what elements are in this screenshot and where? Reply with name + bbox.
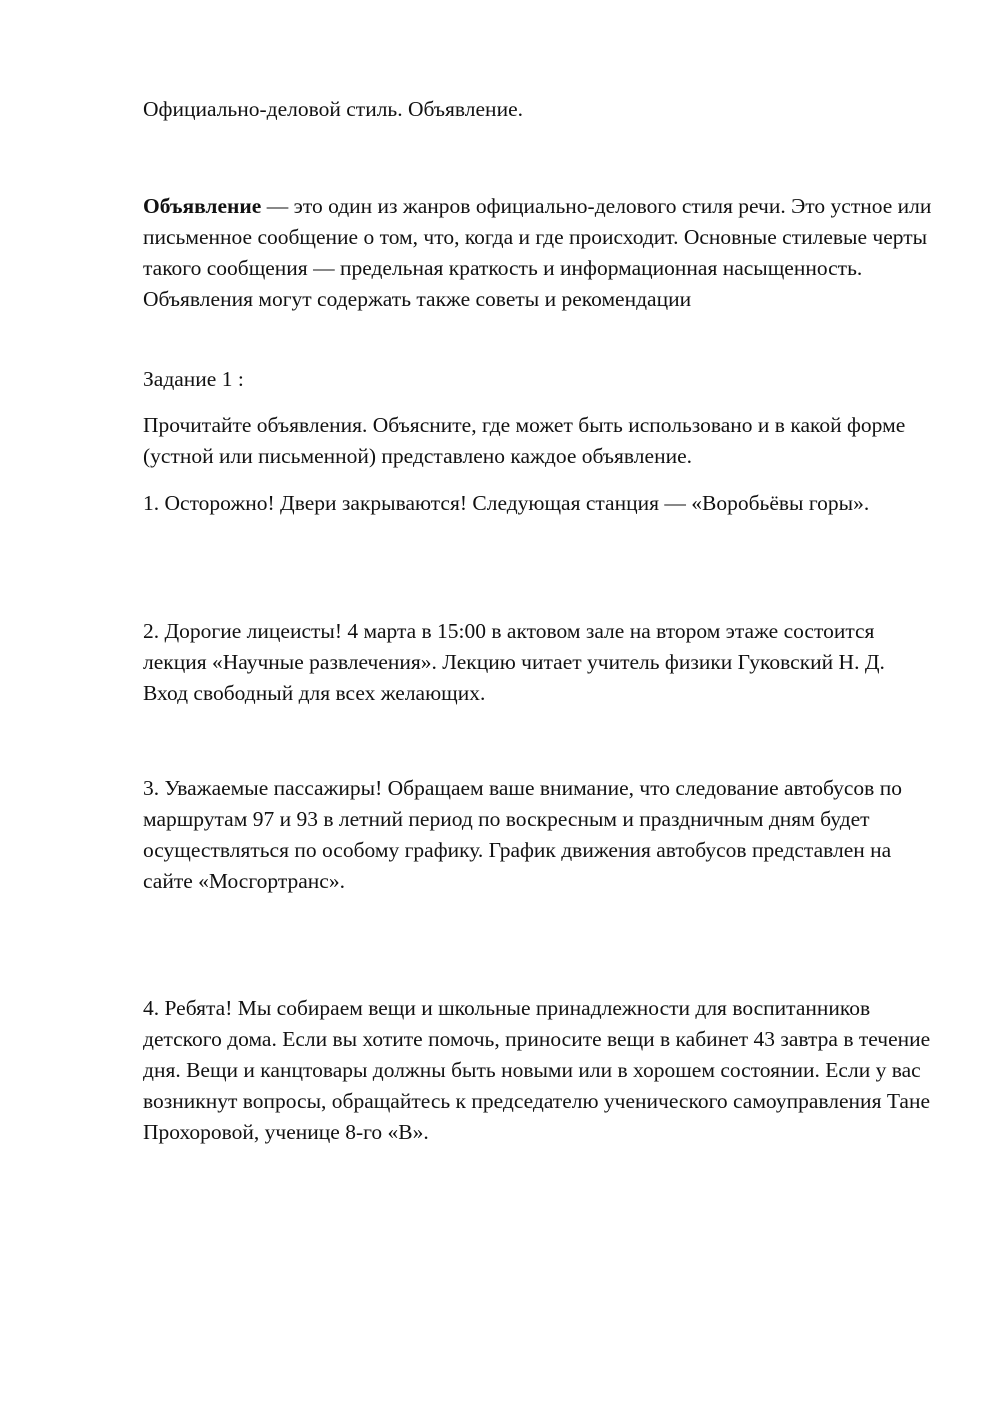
document-title: Официально-деловой стиль. Объявление. (143, 97, 523, 121)
announcement-4: 4. Ребята! Мы собираем вещи и школьные принадлежности для воспитанников детского дома. Если вы хотите помочь, приносите вещи в кабинет 43 завтра в течение дня. Вещи и канцтовары должны быть новыми или в хорошем состоянии. Если у вас возникнут вопросы, обращайтесь к председателю ученического самоуправления Тане Прохоровой, ученице 8-го «В». (143, 996, 931, 1144)
definition-term: Объявление (143, 194, 262, 218)
task-label: Задание 1 : (143, 367, 244, 391)
announcement-3: 3. Уважаемые пассажиры! Обращаем ваше внимание, что следование автобусов по маршрутам 97 и 93 в летний период по воскресным и праздничным дням будет осуществляться по особому графику. График движения автобусов представлен на сайте «Мосгортранс». (143, 776, 902, 893)
task-instruction: Прочитайте объявления. Объясните, где может быть использовано и в какой форме (устной или письменной) представлено каждое объявление. (143, 413, 906, 468)
announcement-1: 1. Осторожно! Двери закрываются! Следующая станция — «Воробьёвы горы». (143, 491, 870, 515)
announcement-2: 2. Дорогие лицеисты! 4 марта в 15:00 в актовом зале на втором этаже состоится лекция «Научные развлечения». Лекцию читает учитель физики Гуковский Н. Д. Вход свободный для всех желающих. (143, 619, 885, 705)
definition-text: — это один из жанров официально-делового стиля речи. Это устное или письменное сообщение о том, что, когда и где происходит. Основные стилевые черты такого сообщения — предельная краткость и информационная насыщенность. Объявления могут содержать также советы и рекомендации (143, 194, 932, 311)
definition-paragraph (143, 191, 933, 315)
